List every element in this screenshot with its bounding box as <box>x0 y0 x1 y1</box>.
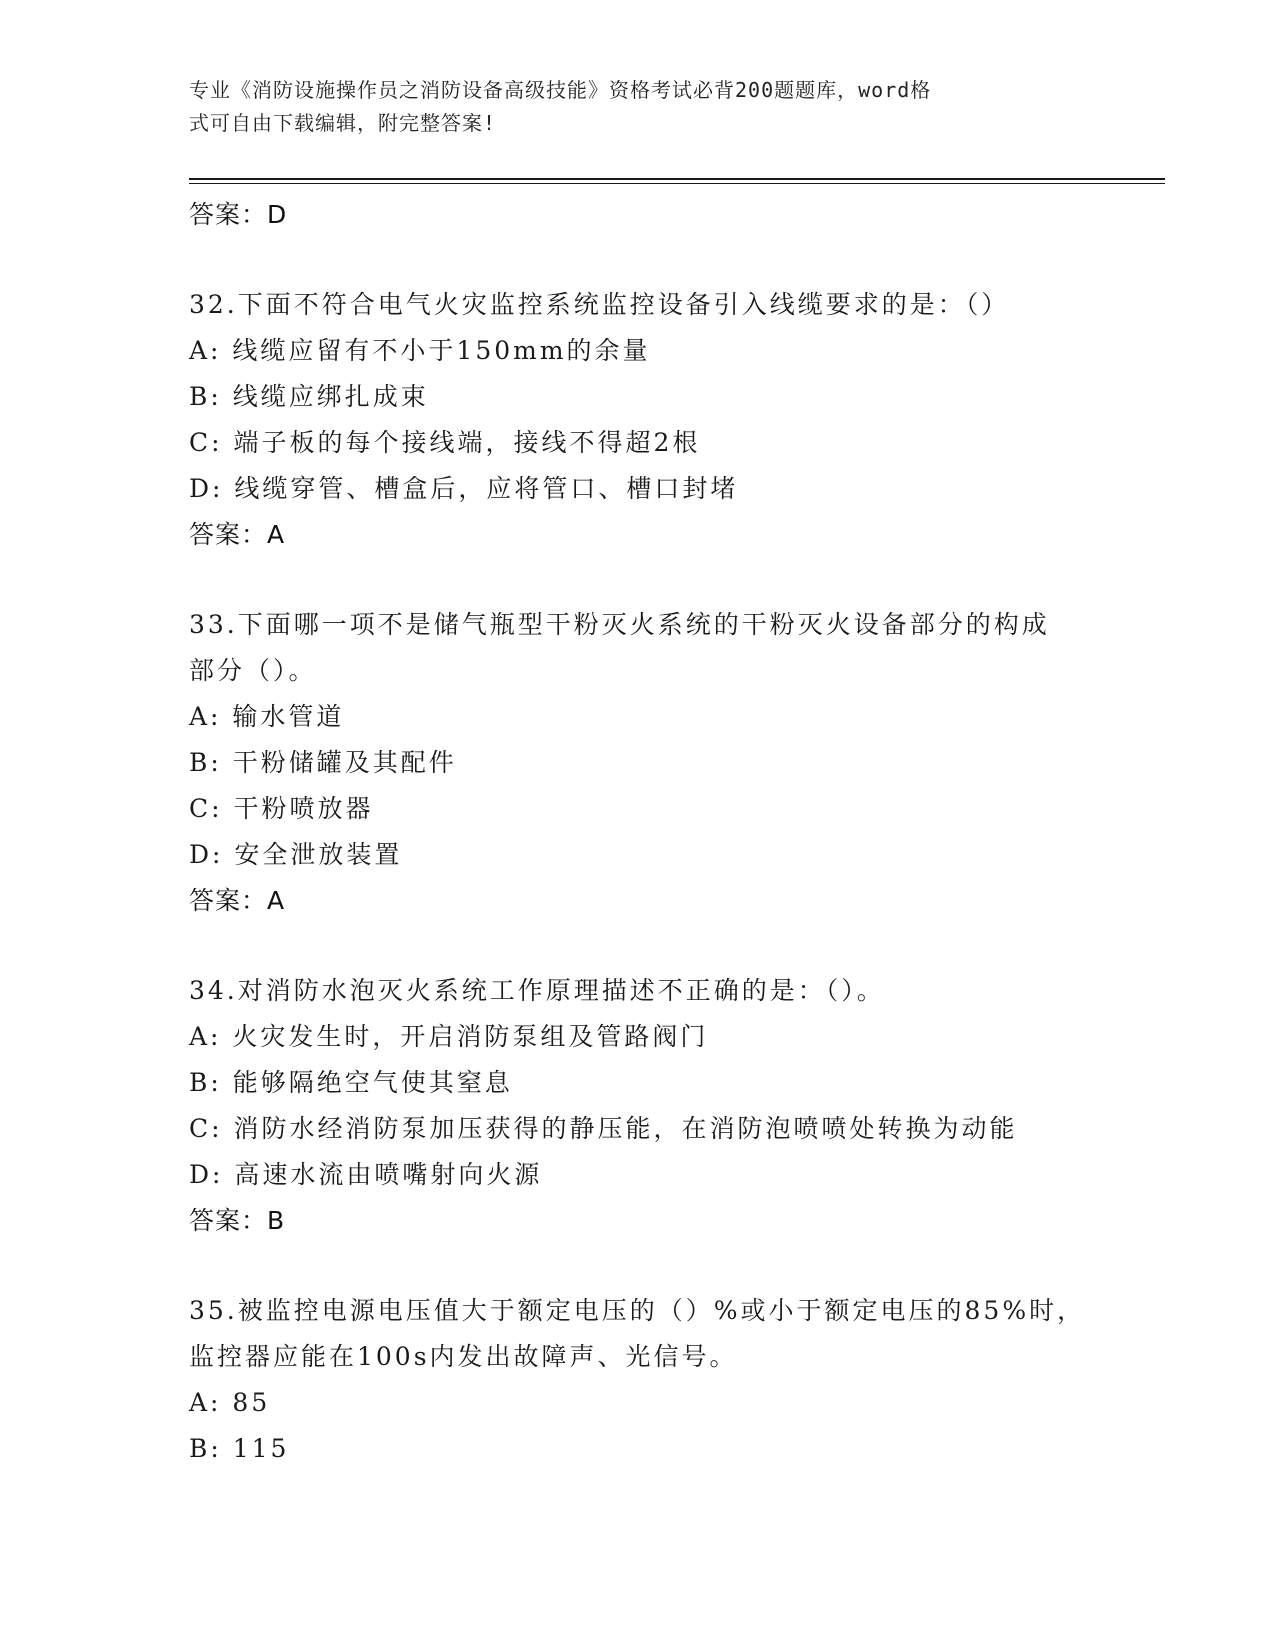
document-body <box>189 192 1089 1472</box>
question-text <box>189 602 1089 694</box>
question-line: 35.被监控电源电压值大于额定电压的（）%或小于额定电压的85%时， <box>189 1296 1086 1325</box>
question-line: 部分（）。 <box>189 656 317 685</box>
question-text <box>189 282 1089 328</box>
option-a: A: 线缆应留有不小于150mm的余量 <box>189 336 651 365</box>
option-b: B: 能够隔绝空气使其窒息 <box>189 1068 513 1097</box>
option-c: C: 端子板的每个接线端，接线不得超2根 <box>189 428 701 457</box>
option-b: B: 115 <box>189 1434 290 1463</box>
option-c: C: 干粉喷放器 <box>189 794 374 823</box>
option-a: A: 85 <box>189 1388 271 1417</box>
header-rule-thin <box>189 183 1165 184</box>
question-line: 监控器应能在100s内发出故障声、光信号。 <box>189 1342 738 1371</box>
header-line-1: 专业《消防设施操作员之消防设备高级技能》资格考试必背200题题库，word格 <box>189 78 932 102</box>
header-line-2: 式可自由下载编辑，附完整答案! <box>189 111 497 135</box>
answer-label: 答案：B <box>189 1206 286 1235</box>
document-header <box>189 74 1089 140</box>
option-b: B: 干粉储罐及其配件 <box>189 748 457 777</box>
option-b: B: 线缆应绑扎成束 <box>189 382 429 411</box>
question-34 <box>189 968 1089 1244</box>
option-c: C: 消防水经消防泵加压获得的静压能，在消防泡喷喷处转换为动能 <box>189 1114 1018 1143</box>
question-text <box>189 1288 1089 1380</box>
option-d: D: 高速水流由喷嘴射向火源 <box>189 1160 543 1189</box>
option-a: A: 火灾发生时，开启消防泵组及管路阀门 <box>189 1022 709 1051</box>
question-35 <box>189 1288 1089 1472</box>
header-rule-thick <box>189 178 1165 180</box>
question-text <box>189 968 1089 1014</box>
question-line: 32.下面不符合电气火灾监控系统监控设备引入线缆要求的是：（） <box>189 290 1010 319</box>
answer-label: 答案：D <box>189 200 288 229</box>
question-line: 33.下面哪一项不是储气瓶型干粉灭火系统的干粉灭火设备部分的构成 <box>189 610 1050 639</box>
question-line: 34.对消防水泡灭火系统工作原理描述不正确的是：（）。 <box>189 976 885 1005</box>
answer-label: 答案：A <box>189 520 286 549</box>
answer-label: 答案：A <box>189 886 286 915</box>
option-d: D: 安全泄放装置 <box>189 840 403 869</box>
option-d: D: 线缆穿管、槽盒后，应将管口、槽口封堵 <box>189 474 739 503</box>
option-a: A: 输水管道 <box>189 702 345 731</box>
question-32 <box>189 282 1089 558</box>
question-33 <box>189 602 1089 924</box>
